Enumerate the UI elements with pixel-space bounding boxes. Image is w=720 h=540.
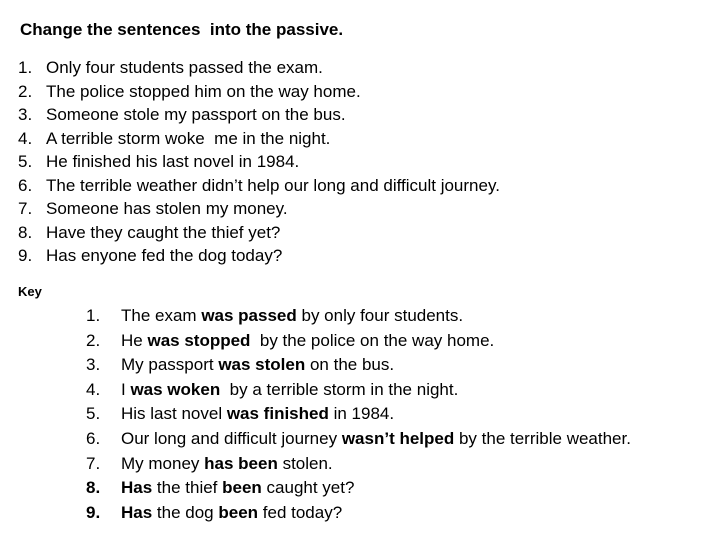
answer-item — [86, 476, 631, 501]
question-item — [18, 197, 500, 221]
answer-number: 8. — [86, 478, 101, 498]
question-number: 1. — [18, 58, 33, 77]
answer-number: 1. — [86, 306, 101, 325]
question-text: The terrible weather didn’t help our long and difficult journey. — [46, 175, 500, 195]
answer-fragment: He — [121, 330, 148, 350]
answer-fragment: by a terrible storm in the night. — [220, 379, 459, 399]
answer-text — [121, 304, 463, 329]
question-number: 5. — [18, 152, 33, 171]
question-text: The police stopped him on the way home. — [46, 81, 361, 101]
question-text: He finished his last novel in 1984. — [46, 152, 300, 171]
question-text: Has enyone fed the dog today? — [46, 246, 283, 265]
passive-verb: was passed — [201, 306, 297, 325]
answer-fragment: The exam — [121, 306, 202, 325]
answer-number: 3. — [86, 355, 101, 375]
answer-list — [86, 304, 631, 525]
question-list — [18, 56, 500, 268]
question-number: 7. — [18, 199, 33, 218]
answer-item — [86, 402, 631, 427]
question-text: Someone stole my passport on the bus. — [46, 105, 346, 124]
passive-verb: been — [218, 502, 259, 522]
question-item — [18, 174, 500, 198]
question-number: 4. — [18, 128, 33, 148]
answer-text — [121, 501, 342, 526]
answer-item — [86, 452, 631, 477]
answer-number: 2. — [86, 330, 101, 350]
passive-verb: was woken — [130, 379, 221, 399]
question-text: Only four students passed the exam. — [46, 58, 323, 77]
question-item — [18, 56, 500, 80]
answer-text — [121, 427, 631, 452]
answer-number: 4. — [86, 379, 101, 399]
passive-verb: been — [222, 478, 262, 498]
passive-verb: wasn’t helped — [341, 428, 455, 448]
passive-verb: was stopped — [147, 330, 251, 350]
question-item — [18, 80, 500, 104]
answer-fragment: the dog — [152, 502, 219, 522]
passive-verb: Has — [121, 478, 153, 498]
key-heading: Key — [18, 284, 42, 299]
answer-fragment: the thief — [152, 478, 223, 498]
question-text: Have they caught the thief yet? — [46, 222, 281, 242]
question-text: Someone has stolen my money. — [46, 199, 288, 218]
question-number: 2. — [18, 81, 33, 101]
passive-verb: Has — [121, 502, 153, 522]
question-number: 9. — [18, 246, 33, 265]
answer-item — [86, 378, 631, 403]
answer-text — [121, 402, 394, 427]
answer-text — [121, 353, 394, 378]
answer-item — [86, 353, 631, 378]
answer-fragment: by only four students. — [296, 306, 464, 325]
answer-text — [121, 452, 333, 477]
question-number: 8. — [18, 222, 33, 242]
answer-item — [86, 304, 631, 329]
question-number: 6. — [18, 175, 33, 195]
answer-item — [86, 501, 631, 526]
answer-fragment: stolen. — [277, 453, 333, 473]
answer-fragment: caught yet? — [261, 478, 355, 498]
answer-text — [121, 476, 354, 501]
answer-item — [86, 329, 631, 354]
answer-number: 6. — [86, 428, 101, 448]
answer-fragment: on the bus. — [305, 355, 395, 375]
answer-fragment: Our long and difficult journey — [121, 428, 342, 448]
answer-fragment: My money — [121, 453, 205, 473]
passive-verb: has been — [204, 453, 278, 473]
question-item — [18, 221, 500, 245]
passive-verb: was finished — [226, 404, 329, 424]
answer-fragment: by the police on the way home. — [250, 330, 495, 350]
answer-text — [121, 329, 494, 354]
page-title: Change the sentences into the passive. — [20, 20, 344, 39]
question-number: 3. — [18, 105, 33, 124]
question-item — [18, 150, 500, 174]
answer-fragment: by the terrible weather. — [454, 428, 631, 448]
answer-item — [86, 427, 631, 452]
question-item — [18, 244, 500, 268]
answer-fragment: His last novel — [121, 404, 227, 424]
question-item — [18, 127, 500, 151]
answer-number: 5. — [86, 404, 101, 424]
answer-number: 9. — [86, 502, 101, 522]
passive-verb: was stolen — [218, 355, 306, 375]
answer-fragment: fed today? — [258, 502, 343, 522]
answer-text — [121, 378, 458, 403]
question-item — [18, 103, 500, 127]
answer-number: 7. — [86, 453, 101, 473]
question-text: A terrible storm woke me in the night. — [46, 128, 331, 148]
answer-fragment: My passport — [121, 355, 219, 375]
answer-fragment: in 1984. — [328, 404, 395, 424]
answer-fragment: I — [121, 379, 131, 399]
